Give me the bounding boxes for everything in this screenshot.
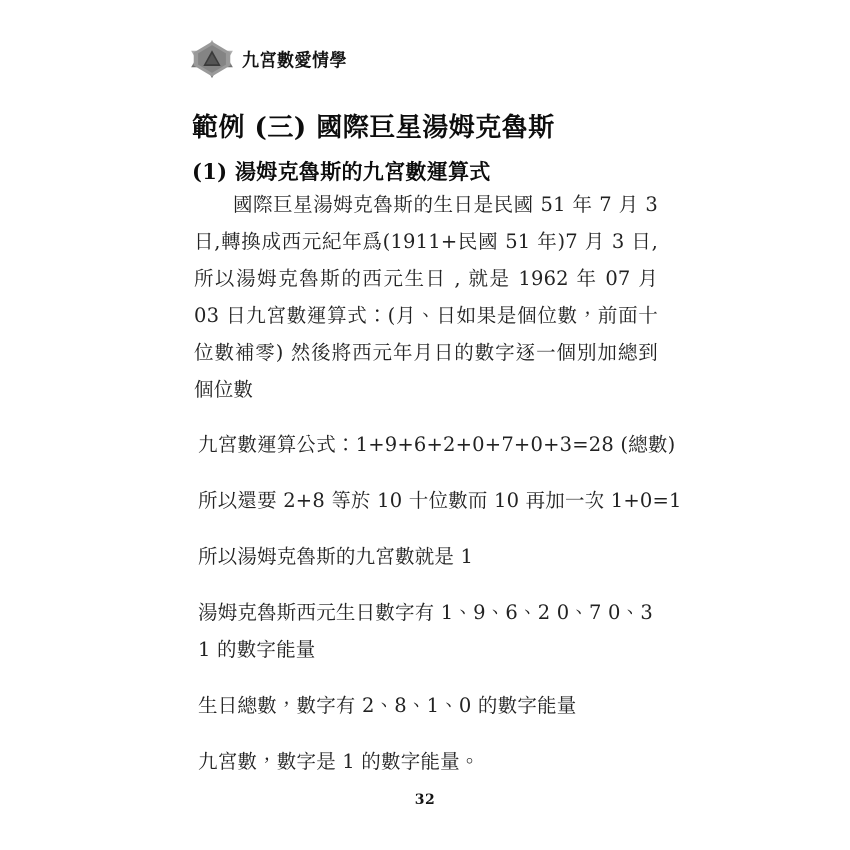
- section-title: (1) 湯姆克魯斯的九宮數運算式: [192, 159, 491, 185]
- spacer: [194, 408, 658, 426]
- header-title: 九宮數愛情學: [242, 50, 347, 72]
- spacer: [194, 575, 658, 594]
- body-content: [194, 186, 682, 780]
- paragraph-intro: 國際巨星湯姆克魯斯的生日是民國 51 年 7 月 3 日,轉換成西元紀年爲(1911+民國 51 年)7 月 3 日, 所以湯姆克魯斯的西元生日 , 就是 1962 年 07 月 03 日九宮數運算式：(月、日如果是個位數，前面十位數補零) 然後將西元年月日的數字逐一個別加總到個位數: [194, 193, 658, 401]
- running-header: [190, 33, 347, 77]
- six-pointed-star-icon: [190, 39, 234, 77]
- page-number: 32: [414, 792, 436, 808]
- line-result: 所以湯姆克魯斯的九宮數就是 1: [198, 545, 474, 568]
- spacer: [194, 519, 658, 538]
- line-nine-palace-energy: 九宮數，數字是 1 的數字能量。: [198, 750, 480, 773]
- line-formula: 九宮數運算公式：1+9+6+2+0+7+0+3=28 (總數): [198, 433, 676, 456]
- line-carry: 所以還要 2+8 等於 10 十位數而 10 再加一次 1+0=1: [198, 489, 682, 512]
- spacer: [194, 724, 658, 743]
- line-birth-digits-continued: 1 的數字能量: [198, 638, 316, 661]
- line-total-energy: 生日總數，數字有 2、8、1、0 的數字能量: [198, 694, 577, 717]
- spacer: [194, 463, 658, 482]
- line-birth-digits: 湯姆克魯斯西元生日數字有 1、9、6、2 0、7 0、3: [198, 601, 653, 624]
- spacer: [194, 668, 658, 687]
- page-title: 範例 (三) 國際巨星湯姆克魯斯: [192, 113, 555, 144]
